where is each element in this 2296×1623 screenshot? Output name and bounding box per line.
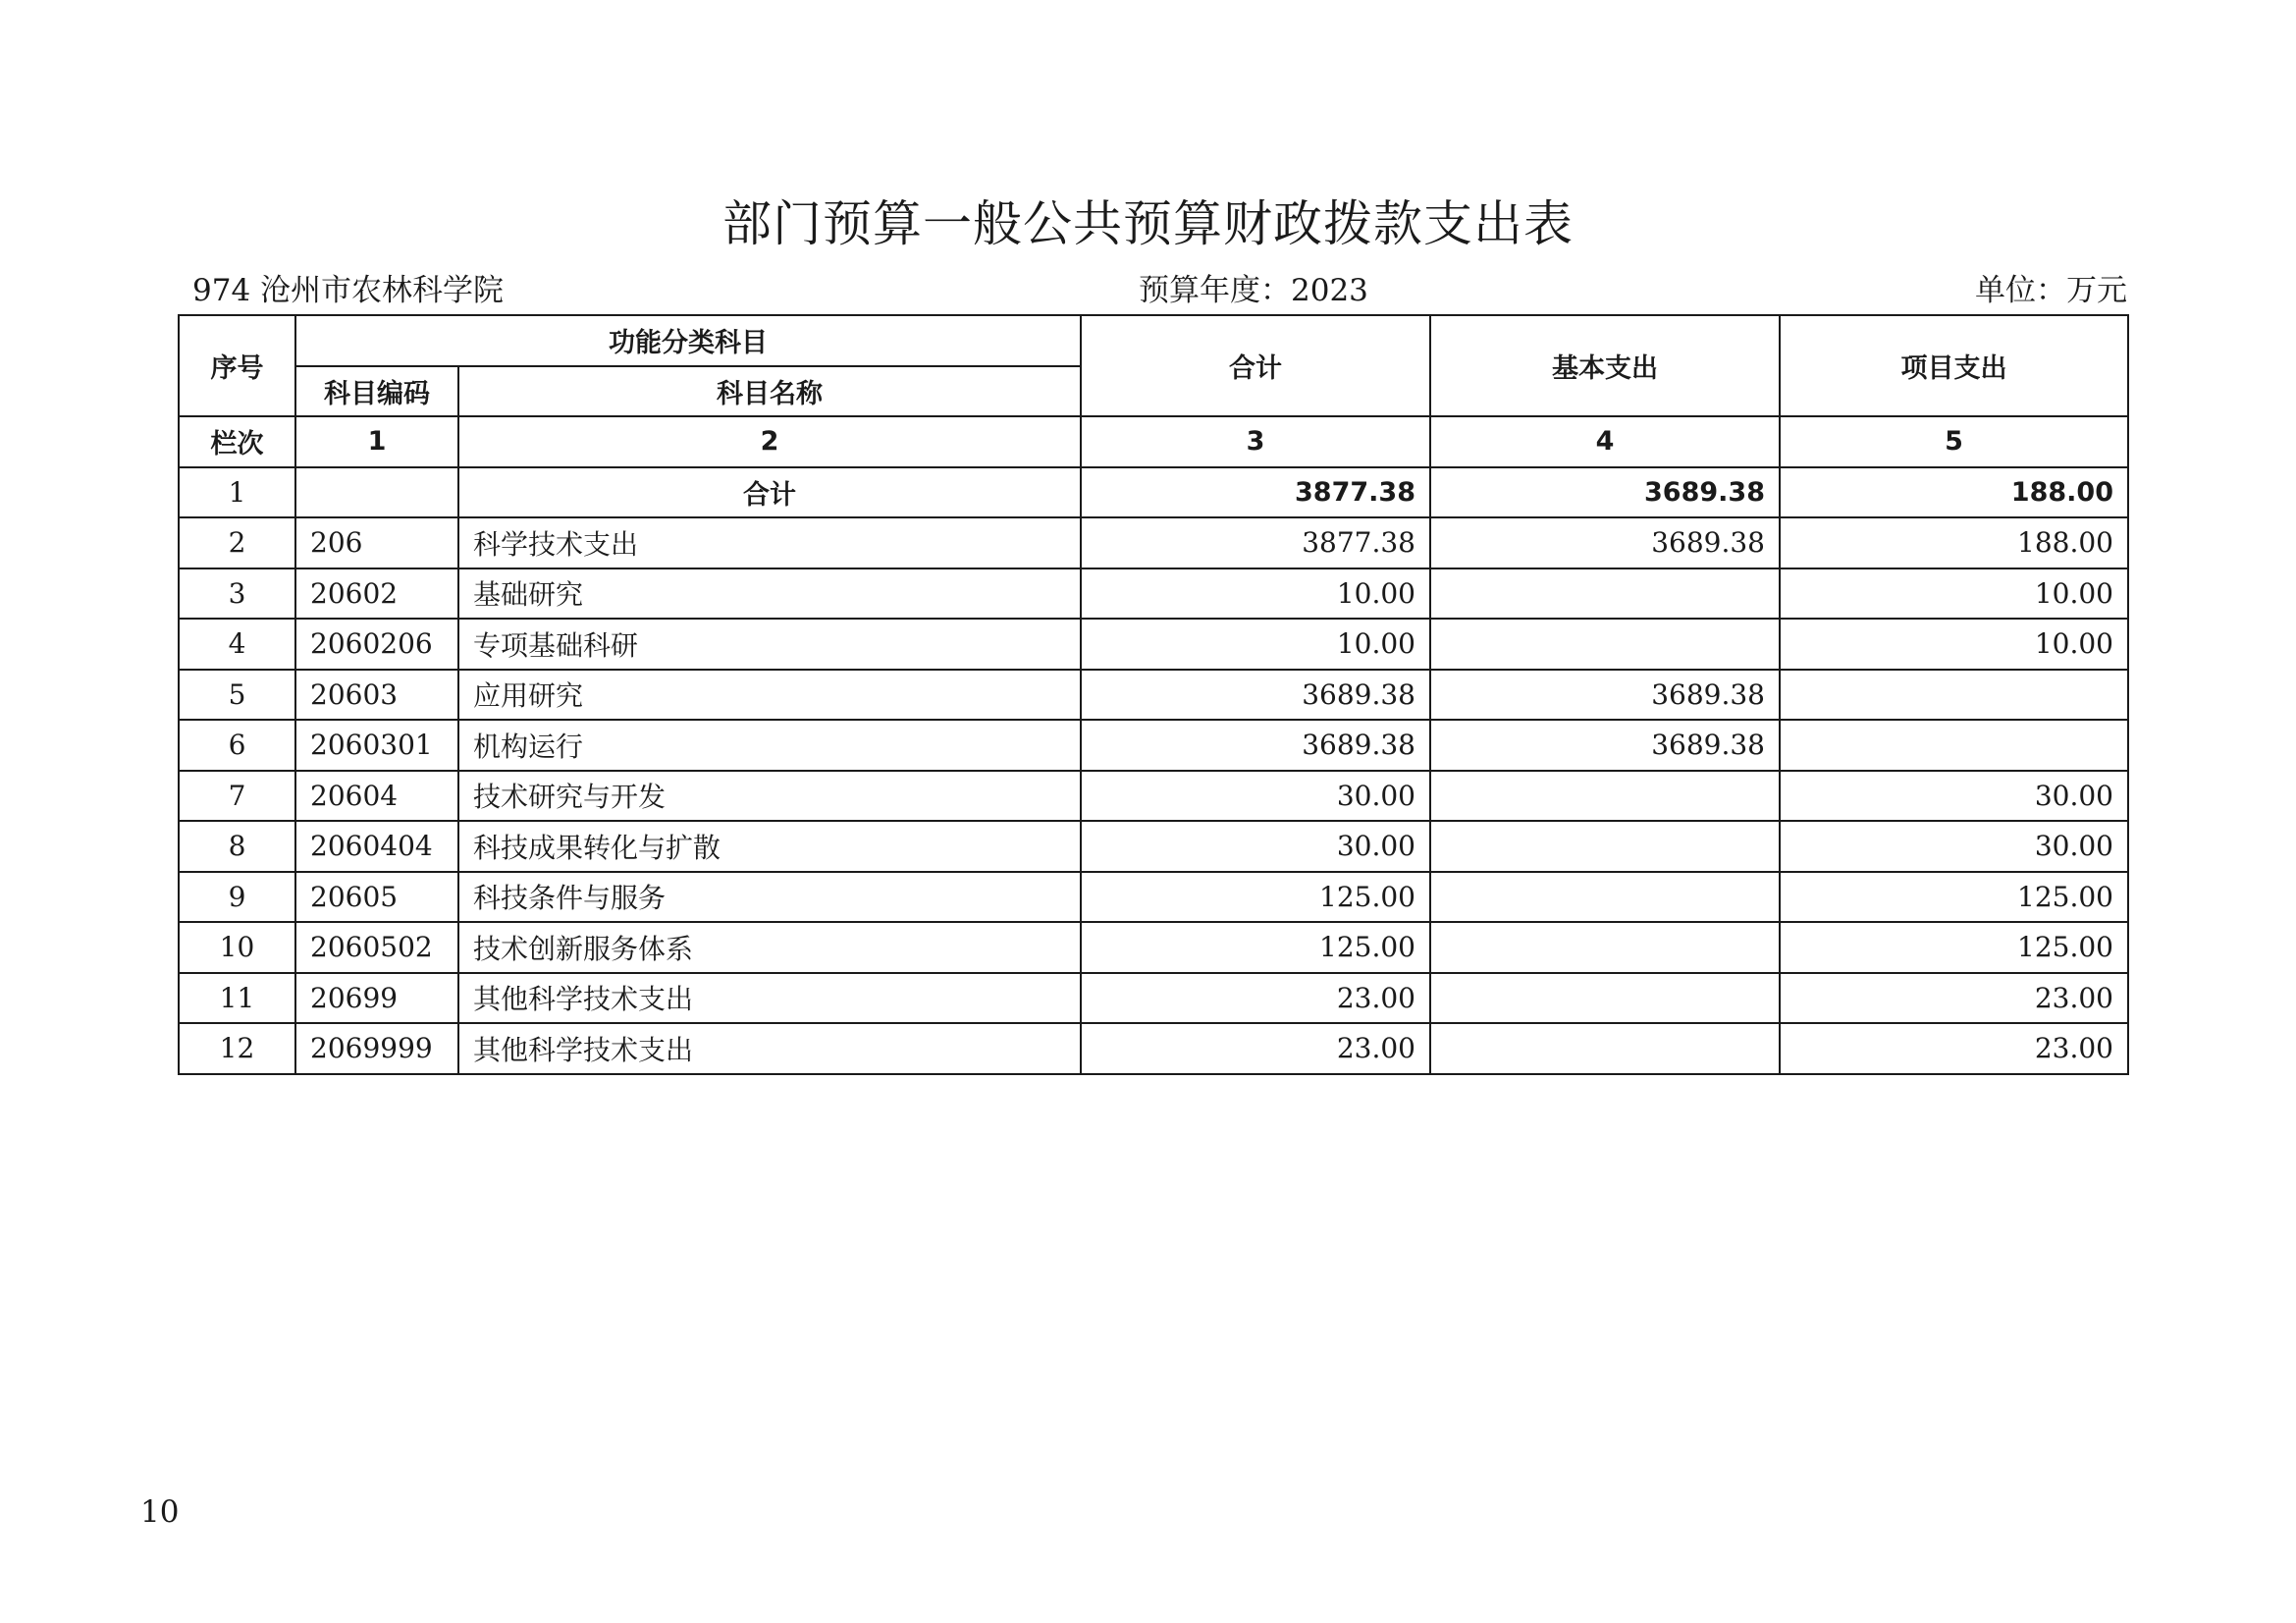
cell-seq: 7	[179, 771, 295, 822]
cell-project	[1780, 720, 2128, 771]
header-subject-code: 科目编码	[295, 366, 458, 417]
cell-project: 188.00	[1780, 467, 2128, 518]
table-row	[179, 670, 2128, 721]
cell-basic	[1430, 1023, 1780, 1074]
cell-project: 10.00	[1780, 568, 2128, 620]
table-header-row-1	[179, 315, 2128, 366]
table-row	[179, 619, 2128, 670]
cell-name: 技术创新服务体系	[458, 922, 1081, 973]
cell-total: 10.00	[1081, 568, 1430, 620]
table-row	[179, 922, 2128, 973]
column-index-1: 1	[295, 416, 458, 467]
cell-project: 188.00	[1780, 517, 2128, 568]
cell-project: 125.00	[1780, 922, 2128, 973]
cell-project: 30.00	[1780, 821, 2128, 872]
cell-seq: 1	[179, 467, 295, 518]
cell-basic	[1430, 619, 1780, 670]
cell-name: 合计	[458, 467, 1081, 518]
cell-total: 3877.38	[1081, 467, 1430, 518]
cell-name: 机构运行	[458, 720, 1081, 771]
cell-total: 30.00	[1081, 771, 1430, 822]
cell-code: 20602	[295, 568, 458, 620]
cell-seq: 8	[179, 821, 295, 872]
table-row	[179, 1023, 2128, 1074]
unit-name: 974 沧州市农林科学院	[192, 273, 505, 308]
table-row	[179, 821, 2128, 872]
cell-seq: 6	[179, 720, 295, 771]
cell-total: 3689.38	[1081, 720, 1430, 771]
cell-code: 2060206	[295, 619, 458, 670]
header-total: 合计	[1081, 315, 1430, 416]
cell-seq: 2	[179, 517, 295, 568]
cell-name: 其他科学技术支出	[458, 973, 1081, 1024]
page-title: 部门预算一般公共预算财政拨款支出表	[722, 195, 1574, 252]
cell-basic: 3689.38	[1430, 720, 1780, 771]
column-index-4: 4	[1430, 416, 1780, 467]
cell-total: 3689.38	[1081, 670, 1430, 721]
cell-total: 30.00	[1081, 821, 1430, 872]
cell-seq: 3	[179, 568, 295, 620]
cell-basic	[1430, 872, 1780, 923]
cell-code: 2060301	[295, 720, 458, 771]
cell-name: 专项基础科研	[458, 619, 1081, 670]
column-index-3: 3	[1081, 416, 1430, 467]
cell-seq: 10	[179, 922, 295, 973]
cell-total: 23.00	[1081, 1023, 1430, 1074]
cell-name: 其他科学技术支出	[458, 1023, 1081, 1074]
cell-basic: 3689.38	[1430, 517, 1780, 568]
cell-code: 206	[295, 517, 458, 568]
cell-code: 20603	[295, 670, 458, 721]
cell-code: 2060404	[295, 821, 458, 872]
cell-total: 23.00	[1081, 973, 1430, 1024]
table-row	[179, 973, 2128, 1024]
budget-table	[178, 314, 2129, 1075]
cell-total: 125.00	[1081, 872, 1430, 923]
cell-code: 20604	[295, 771, 458, 822]
cell-basic	[1430, 771, 1780, 822]
cell-seq: 4	[179, 619, 295, 670]
cell-seq: 9	[179, 872, 295, 923]
header-function-category: 功能分类科目	[295, 315, 1081, 366]
cell-total: 10.00	[1081, 619, 1430, 670]
cell-name: 科学技术支出	[458, 517, 1081, 568]
cell-project: 30.00	[1780, 771, 2128, 822]
table-row	[179, 872, 2128, 923]
cell-basic	[1430, 922, 1780, 973]
column-index-row	[179, 416, 2128, 467]
page-number: 10	[140, 1494, 180, 1530]
header-seq: 序号	[179, 315, 295, 416]
cell-total: 3877.38	[1081, 517, 1430, 568]
table-row	[179, 720, 2128, 771]
cell-code	[295, 467, 458, 518]
cell-name: 应用研究	[458, 670, 1081, 721]
budget-year: 预算年度：2023	[1139, 273, 1368, 308]
currency-unit: 单位：万元	[1975, 273, 2127, 308]
cell-name: 技术研究与开发	[458, 771, 1081, 822]
cell-code: 2060502	[295, 922, 458, 973]
cell-basic	[1430, 821, 1780, 872]
cell-total: 125.00	[1081, 922, 1430, 973]
cell-project: 10.00	[1780, 619, 2128, 670]
cell-name: 科技成果转化与扩散	[458, 821, 1081, 872]
cell-code: 2069999	[295, 1023, 458, 1074]
cell-project	[1780, 670, 2128, 721]
table-row	[179, 517, 2128, 568]
cell-code: 20699	[295, 973, 458, 1024]
cell-basic: 3689.38	[1430, 670, 1780, 721]
cell-project: 23.00	[1780, 973, 2128, 1024]
table-row-total	[179, 467, 2128, 518]
cell-basic	[1430, 568, 1780, 620]
column-index-label: 栏次	[179, 416, 295, 467]
header-project-expense: 项目支出	[1780, 315, 2128, 416]
cell-project: 23.00	[1780, 1023, 2128, 1074]
header-subject-name: 科目名称	[458, 366, 1081, 417]
header-basic-expense: 基本支出	[1430, 315, 1780, 416]
table-row	[179, 568, 2128, 620]
table-row	[179, 771, 2128, 822]
column-index-2: 2	[458, 416, 1081, 467]
cell-name: 科技条件与服务	[458, 872, 1081, 923]
column-index-5: 5	[1780, 416, 2128, 467]
cell-name: 基础研究	[458, 568, 1081, 620]
cell-seq: 12	[179, 1023, 295, 1074]
cell-basic	[1430, 973, 1780, 1024]
cell-code: 20605	[295, 872, 458, 923]
cell-basic: 3689.38	[1430, 467, 1780, 518]
cell-seq: 5	[179, 670, 295, 721]
cell-seq: 11	[179, 973, 295, 1024]
cell-project: 125.00	[1780, 872, 2128, 923]
